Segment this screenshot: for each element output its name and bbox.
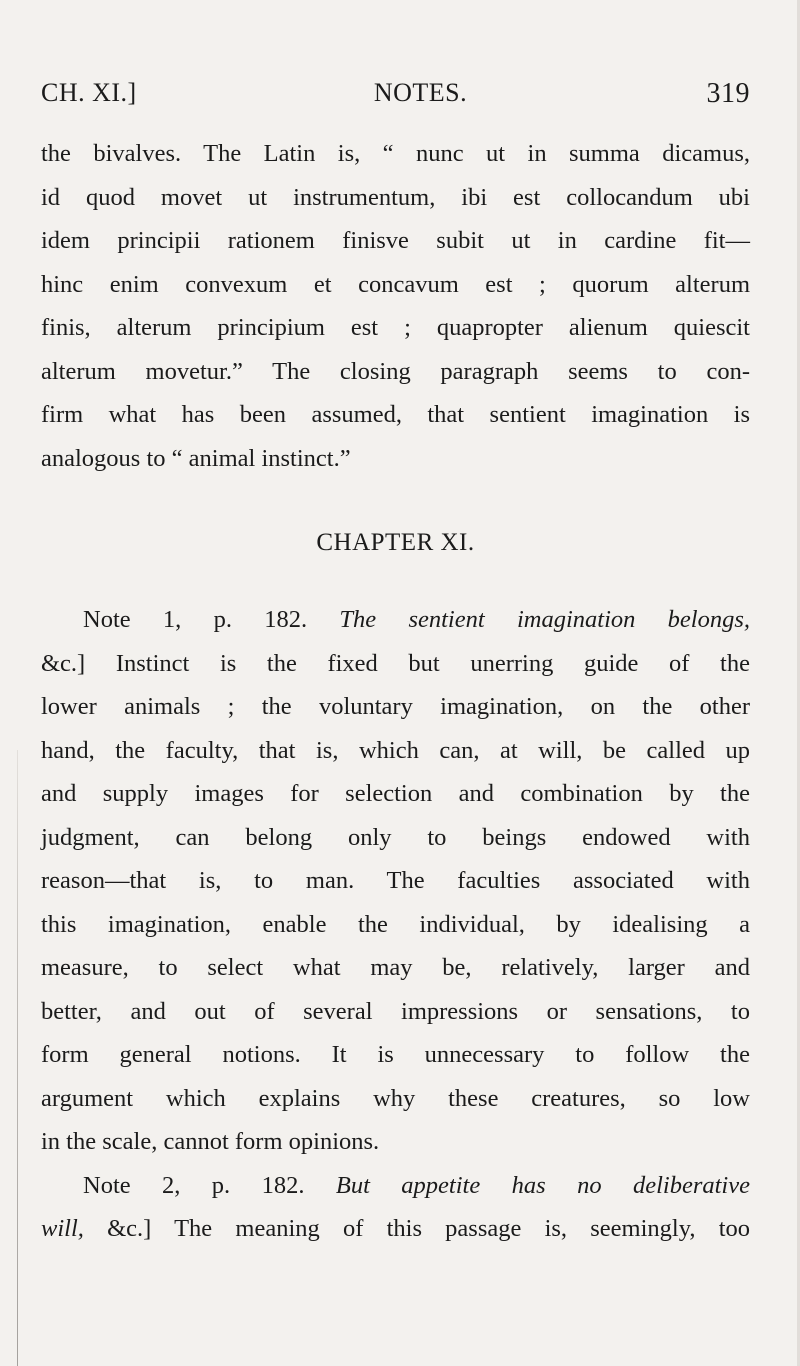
chapter-heading: CHAPTER XI. <box>316 529 475 556</box>
text-line: this imagination, enable the individual, by idealising a <box>41 910 750 938</box>
text-line: hand, the faculty, that is, which can, at will, be called up <box>41 736 750 764</box>
text-line: in the scale, cannot form opinions. <box>41 1128 380 1155</box>
note-1-second-line <box>41 642 750 686</box>
binding-margin-line <box>17 750 18 1366</box>
note-2-lead: Note 2, p. 182. <box>83 1171 305 1199</box>
text-line: id quod movet ut instrumentum, ibi est collocandum ubi <box>41 183 750 211</box>
note-2-text-start: &c.] The meaning of this passage is, seemingly, too <box>107 1215 751 1242</box>
note-2-italic-title: But appetite has no deliberative <box>335 1171 750 1199</box>
text-line: judgment, can belong only to beings endowed with <box>41 823 750 851</box>
notes-section <box>41 598 750 1251</box>
note-2-italic-continued: will, <box>41 1215 84 1242</box>
text-line: reason—that is, to man. The faculties associated with <box>41 867 750 894</box>
text-line: measure, to select what may be, relatively, larger and <box>41 954 750 981</box>
header-chapter-ref: CH. XI.] <box>41 78 137 107</box>
text-line: the bivalves. The Latin is, “ nunc ut in summa dicamus, <box>41 140 750 167</box>
note-1-first-line <box>41 598 750 642</box>
note-2-second-line <box>41 1207 750 1251</box>
paragraph-continued <box>41 132 750 480</box>
header-section-title: NOTES. <box>373 78 468 107</box>
text-line: analogous to “ animal instinct.” <box>41 444 351 472</box>
text-line: and supply images for selection and combination by the <box>41 780 750 807</box>
note-1-ref: &c.] <box>41 649 86 677</box>
note-1-text-start: Instinct is the fixed but unerring guide of the <box>115 649 750 677</box>
text-line: better, and out of several impressions or sensations, to <box>41 997 750 1025</box>
text-line: firm what has been assumed, that sentient imagination is <box>41 401 750 428</box>
text-line: hinc enim convexum et concavum est ; quorum alterum <box>41 270 750 298</box>
note-1-lead: Note 1, p. 182. <box>83 606 308 633</box>
note-2-first-line <box>41 1164 750 1208</box>
text-line: argument which explains why these creatures, so low <box>41 1084 750 1112</box>
running-header <box>41 78 750 118</box>
text-line: lower animals ; the voluntary imagination, on the other <box>41 693 750 720</box>
page-number: 319 <box>706 78 750 109</box>
text-line: form general notions. It is unnecessary to follow the <box>41 1041 750 1068</box>
text-line: finis, alterum principium est ; quapropter alienum quiescit <box>41 314 750 341</box>
note-1-italic-title: The sentient imagination belongs, <box>339 606 751 633</box>
text-line: alterum movetur.” The closing paragraph seems to con- <box>41 357 750 385</box>
text-line: idem principii rationem finisve subit ut in cardine fit— <box>41 227 750 254</box>
